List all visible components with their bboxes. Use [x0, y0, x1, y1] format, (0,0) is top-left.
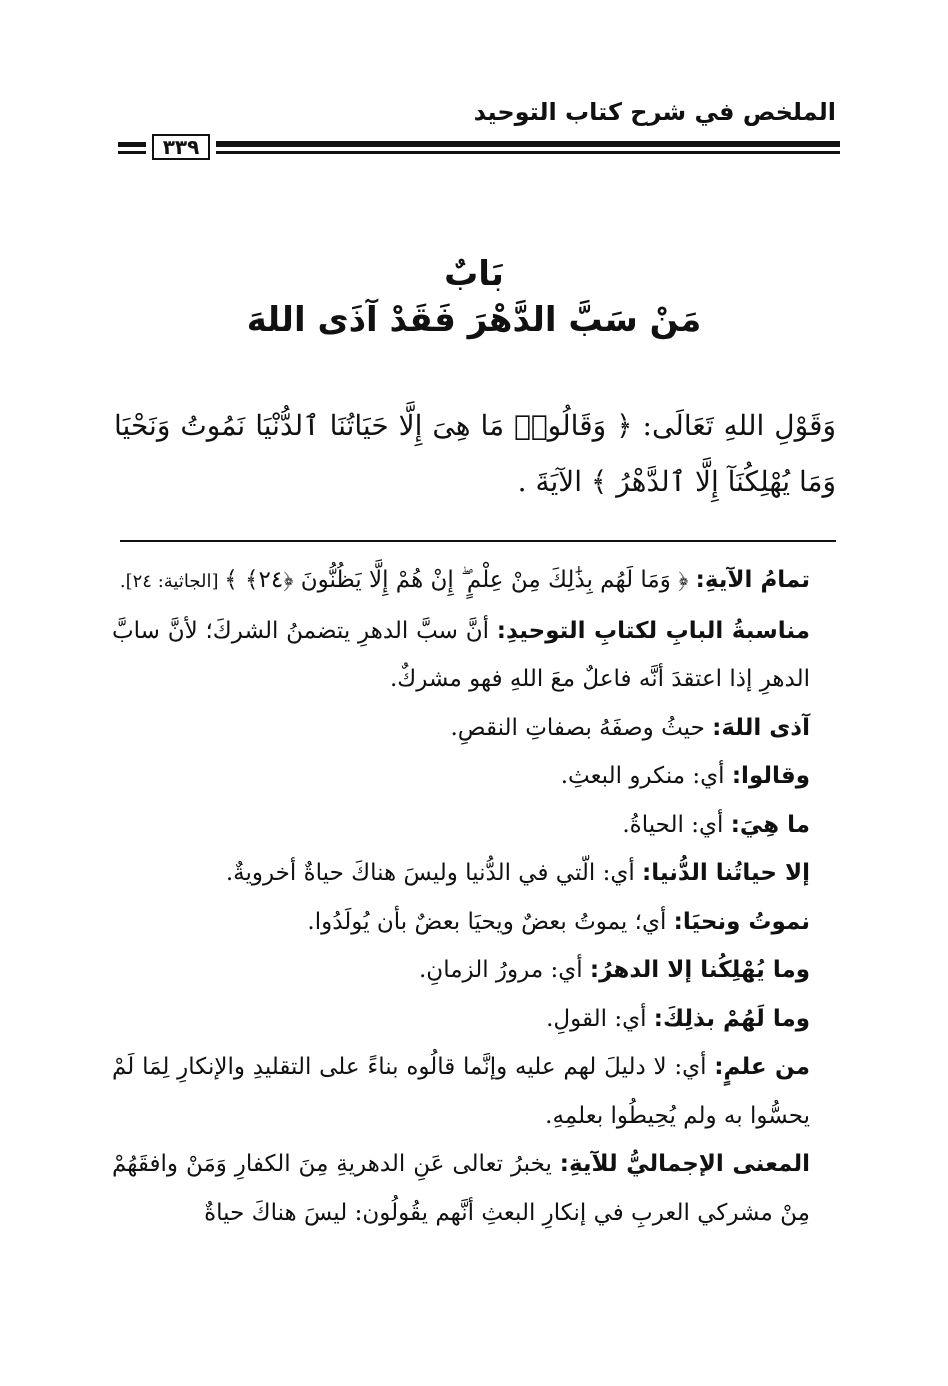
entry-term: وما لَهُمْ بذلِكَ:	[653, 1005, 810, 1032]
commentary-entry	[112, 849, 836, 898]
page-number: ٣٣٩	[152, 134, 210, 160]
rule-segment	[118, 142, 146, 147]
commentary	[112, 556, 836, 1237]
header-rule	[118, 135, 840, 160]
commentary-entry	[112, 1140, 836, 1237]
entry-text: أي: منكرو البعثِ.	[560, 763, 732, 789]
entry-text: أنَّ سبَّ الدهرِ يتضمنُ الشركَ؛ لأنَّ سابَّ الدهرِ إذا اعتقدَ أنَّه فاعلٌ معَ اللهِ فهو مشركٌ.	[112, 617, 810, 692]
entry-term: آذى اللهَ:	[712, 714, 810, 741]
entry-text: أي: لا دليلَ لهم عليه وإنَّما قالُوه بناءً على التقليدِ والإنكارِ لِمَا لَمْ يحسُّوا به ولم يُحِيطُوا بعلمِهِ.	[112, 1054, 810, 1129]
commentary-entry	[112, 801, 836, 850]
commentary-entry	[112, 1043, 836, 1140]
entry-term: وما يُهْلِكُنا إلا الدهرُ:	[589, 957, 810, 983]
entry-term: مناسبةُ البابِ لكتابِ التوحيدِ:	[496, 617, 811, 644]
commentary-entry	[112, 752, 836, 801]
entry-text: أي: الحياةُ.	[622, 811, 731, 838]
entry-text: يخبرُ تعالى عَنِ الدهريةِ مِنَ الكفارِ وَمَنْ وافقَهُمْ مِنْ مشركي العربِ في إنكارِ البعثِ أنَّهم يقُولُون: ليسَ هناكَ حياةٌ	[112, 1151, 810, 1226]
entry-term: وقالوا:	[731, 763, 810, 789]
entry-term: نموتُ ونحيَا:	[673, 908, 810, 935]
entry-text: حيثُ وصفَهُ بصفاتِ النقصِ.	[450, 714, 713, 741]
entry-reference: [الجاثية: ٢٤].	[119, 571, 225, 592]
entry-term: المعنى الإجماليُّ للآيةِ:	[559, 1151, 810, 1177]
commentary-entry	[112, 946, 836, 995]
entry-term: إلا حياتُنا الدُّنيا:	[642, 860, 810, 886]
entry-text: أي: الّتي في الدُّنيا وليسَ هناكَ حياةٌ أخرويةٌ.	[225, 860, 643, 886]
verse-text: وَقَوْلِ اللهِ تَعَالَى: ﴿ وَقَالُوا۟ مَا هِىَ إِلَّا حَيَاتُنَا ٱلدُّنْيَا نَمُوتُ وَنَحْيَا وَمَا يُهْلِكُنَآ إِلَّا ٱلدَّهْرُ ﴾ الآيَةَ .	[114, 409, 836, 498]
commentary-entry	[112, 704, 836, 753]
chapter-label: بَابٌ	[444, 254, 504, 294]
entry-term: من علمٍ:	[714, 1054, 810, 1080]
running-title: الملخص في شرح كتاب التوحيد	[473, 98, 836, 126]
rule-segment	[118, 151, 146, 154]
entry-text: أي: مرورُ الزمانِ.	[419, 957, 590, 983]
commentary-entry	[112, 898, 836, 947]
commentary-entry	[112, 607, 836, 704]
entry-text: ﴿ وَمَا لَهُم بِذَٰلِكَ مِنْ عِلْمٍ ۖ إِنْ هُمْ إِلَّا يَظُنُّونَ ﴿٢٤﴾ ﴾	[224, 567, 696, 593]
entry-term: تمامُ الآيةِ:	[695, 567, 810, 593]
entry-text: أي؛ يموتُ بعضٌ ويحيَا بعضٌ بأن يُولَدُوا.	[307, 908, 674, 935]
commentary-entry	[112, 995, 836, 1044]
chapter-title: مَنْ سَبَّ الدَّهْرَ فَقَدْ آذَى اللهَ	[246, 300, 702, 340]
entry-text: أي: القولِ.	[546, 1005, 654, 1032]
section-divider	[120, 540, 836, 542]
entry-term: ما هِيَ:	[730, 811, 810, 838]
rule-line-thin	[216, 151, 840, 154]
rule-line-thick	[216, 141, 840, 147]
commentary-entry	[112, 556, 836, 607]
